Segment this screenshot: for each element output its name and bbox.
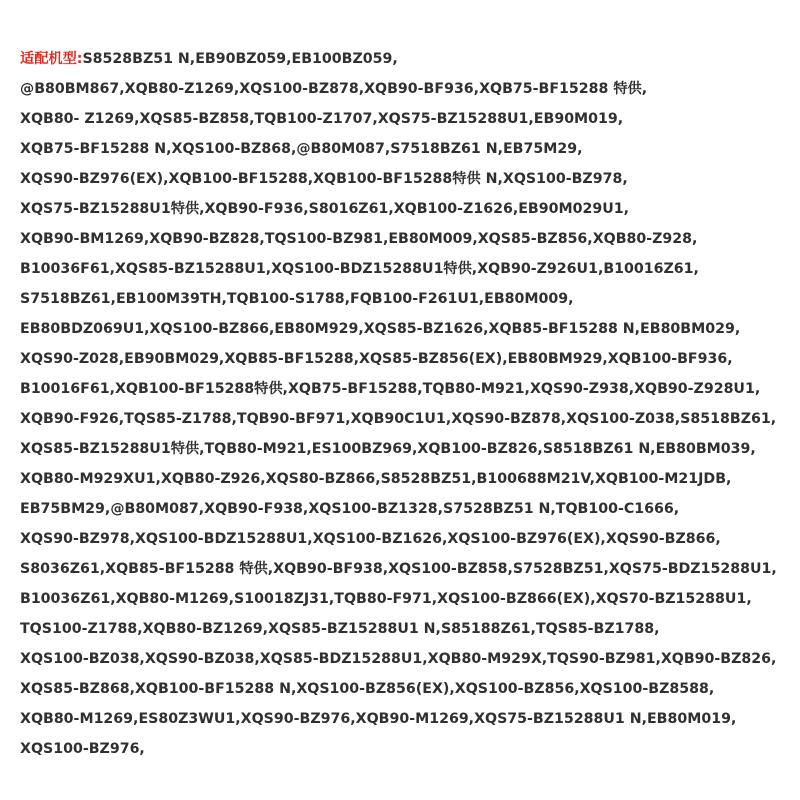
text-line-18: S8036Z61,XQB85-BF15288 特供,XQB90-BF938,XQS100-BZ858,S7528BZ51,XQS75-BDZ15288U1,: [20, 561, 777, 577]
text-line-21: XQS100-BZ038,XQS90-BZ038,XQS85-BDZ15288U1,XQB80-M929X,TQS90-BZ981,XQB90-BZ826,: [20, 651, 777, 667]
text-line-2: @B80BM867,XQB80-Z1269,XQS100-BZ878,XQB90-BF936,XQB75-BF15288 特供,: [20, 81, 648, 97]
compatible-models-label: 适配机型:: [20, 51, 83, 67]
text-line-15: XQB80-M929XU1,XQB80-Z926,XQS80-BZ866,S8528BZ51,B100688M21V,XQB100-M21JDB,: [20, 471, 732, 487]
text-line-16: EB75BM29,@B80M087,XQB90-F938,XQS100-BZ1328,S7528BZ51 N,TQB100-C1666,: [20, 501, 680, 517]
text-line-20: TQS100-Z1788,XQB80-BZ1269,XQS85-BZ15288U1 N,S85188Z61,TQS85-BZ1788,: [20, 621, 660, 637]
text-line-12: B10016F61,XQB100-BF15288特供,XQB75-BF15288,TQB80-M921,XQS90-Z938,XQB90-Z928U1,: [20, 381, 761, 397]
text-line-1: [20, 44, 790, 74]
text-line-19: B10036Z61,XQB80-M1269,S10018ZJ31,TQB80-F971,XQS100-BZ866(EX),XQS70-BZ15288U1,: [20, 591, 752, 607]
text-line-3: XQB80- Z1269,XQS85-BZ858,TQB100-Z1707,XQS75-BZ15288U1,EB90M019,: [20, 111, 624, 127]
text-line-5: XQS90-BZ976(EX),XQB100-BF15288,XQB100-BF15288特供 N,XQS100-BZ978,: [20, 171, 628, 187]
text-line-22: XQS85-BZ868,XQB100-BF15288 N,XQS100-BZ856(EX),XQS100-BZ856,XQS100-BZ8588,: [20, 681, 715, 697]
text-line-8: B10036F61,XQS85-BZ15288U1,XQS100-BDZ15288U1特供,XQB90-Z926U1,B10016Z61,: [20, 261, 699, 277]
text-line-17: XQS90-BZ978,XQS100-BDZ15288U1,XQS100-BZ1626,XQS100-BZ976(EX),XQS90-BZ866,: [20, 531, 721, 547]
text-line-11: XQS90-Z028,EB90BM029,XQB85-BF15288,XQS85-BZ856(EX),EB80BM929,XQB100-BF936,: [20, 351, 733, 367]
text-line-10: EB80BDZ069U1,XQS100-BZ866,EB80M929,XQS85-BZ1626,XQB85-BF15288 N,EB80BM029,: [20, 321, 741, 337]
text-line-14: XQS85-BZ15288U1特供,TQB80-M921,ES100BZ969,XQB100-BZ826,S8518BZ61 N,EB80BM039,: [20, 441, 756, 457]
text-line-24: XQS100-BZ976,: [20, 741, 145, 757]
text-line-13: XQB90-F926,TQS85-Z1788,TQB90-BF971,XQB90C1U1,XQS90-BZ878,XQS100-Z038,S8518BZ61,: [20, 411, 777, 427]
text-line-4: XQB75-BF15288 N,XQS100-BZ868,@B80M087,S7518BZ61 N,EB75M29,: [20, 141, 583, 157]
text-line-23: XQB80-M1269,ES80Z3WU1,XQS90-BZ976,XQB90-M1269,XQS75-BZ15288U1 N,EB80M019,: [20, 711, 737, 727]
text-line-6: XQS75-BZ15288U1特供,XQB90-F936,S8016Z61,XQB100-Z1626,EB90M029U1,: [20, 201, 629, 217]
text-line-9: S7518BZ61,EB100M39TH,TQB100-S1788,FQB100-F261U1,EB80M009,: [20, 291, 574, 307]
model-list-line: S8528BZ51 N,EB90BZ059,EB100BZ059,: [82, 51, 398, 67]
compatible-models-text: [20, 44, 790, 764]
text-line-7: XQB90-BM1269,XQB90-BZ828,TQS100-BZ981,EB80M009,XQS85-BZ856,XQB80-Z928,: [20, 231, 698, 247]
